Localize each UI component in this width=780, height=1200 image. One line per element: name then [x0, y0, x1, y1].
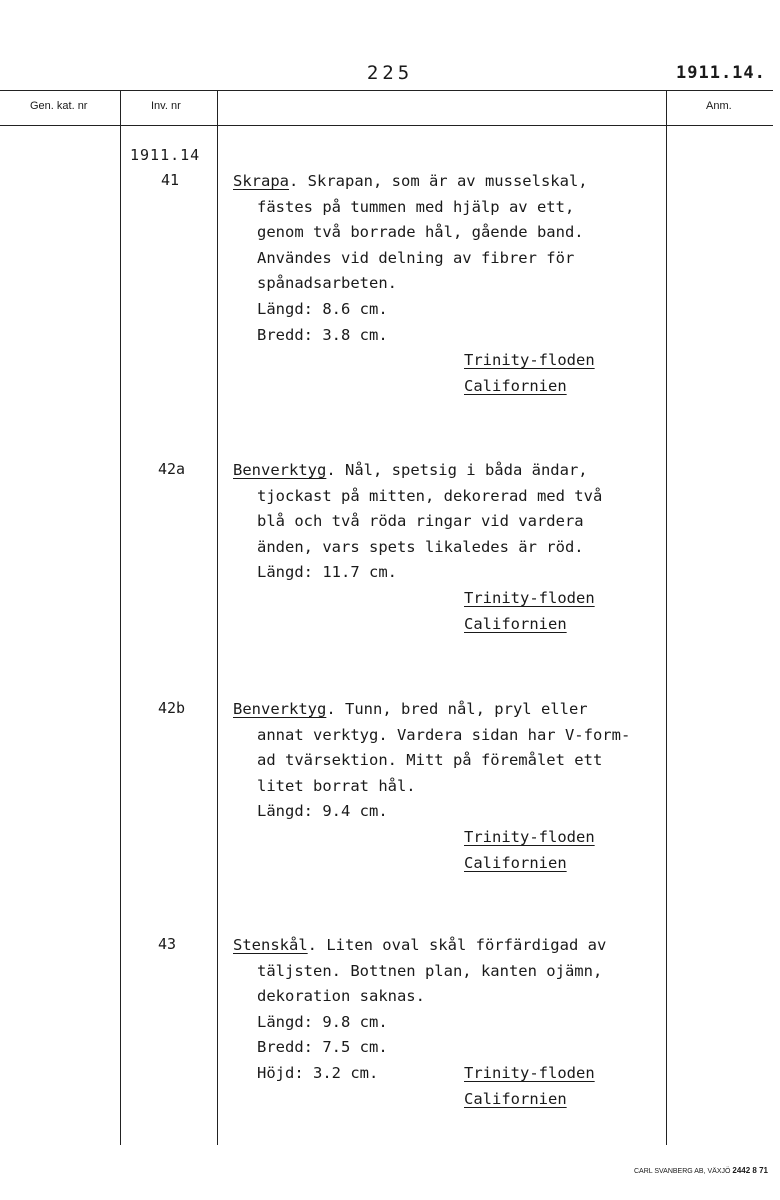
column-header-anm: Anm. — [706, 100, 732, 112]
entry-text: spånadsarbeten. — [257, 274, 397, 293]
entry-location: Trinity-floden — [464, 1063, 595, 1082]
column-header-inv: Inv. nr — [151, 100, 181, 112]
entry-text: . Nål, spetsig i båda ändar, — [326, 461, 588, 479]
entry-text: genom två borrade hål, gående band. — [257, 223, 584, 242]
catalog-entry — [233, 933, 673, 1112]
inv-number: 42b — [158, 699, 186, 717]
entry-line-with-location — [233, 1061, 673, 1087]
entry-location: Trinity-floden — [464, 351, 595, 370]
entry-measure: Längd: 9.4 cm. — [257, 802, 388, 821]
entry-text: . Skrapan, som är av musselskal, — [289, 172, 588, 190]
column-divider-inv — [120, 90, 121, 1145]
entry-text: . Liten oval skål förfärdigad av — [307, 936, 607, 954]
entry-text: änden, vars spets likaledes är röd. — [257, 537, 584, 556]
entry-location: Californien — [464, 376, 567, 395]
entry-measure: Bredd: 3.8 cm. — [257, 325, 388, 344]
entry-measure: Längd: 11.7 cm. — [257, 563, 397, 582]
entry-text: täljsten. Bottnen plan, kanten ojämn, — [257, 961, 603, 980]
entry-measure: Längd: 9.8 cm. — [257, 1012, 388, 1031]
entry-text: dekoration saknas. — [257, 987, 425, 1006]
entry-location: Trinity-floden — [464, 827, 595, 846]
year-label: 1911.14 — [130, 146, 201, 164]
header-bottom-rule — [0, 125, 773, 126]
catalog-entry — [233, 458, 673, 637]
entry-title: Skrapa — [233, 172, 289, 190]
entry-location: Californien — [464, 614, 567, 633]
entry-measure: Höjd: 3.2 cm. — [257, 1063, 379, 1082]
entry-location: Californien — [464, 853, 567, 872]
entry-location: Trinity-floden — [464, 588, 595, 607]
entry-title: Benverktyg — [233, 461, 327, 479]
page-date: 1911.14. — [676, 63, 766, 83]
printer-footer — [634, 1166, 768, 1175]
page-number: 225 — [366, 62, 414, 84]
entry-measure: Längd: 8.6 cm. — [257, 299, 388, 318]
catalog-entry — [233, 697, 673, 876]
form-code: 2442 8 71 — [732, 1166, 768, 1175]
printer-name: CARL SVANBERG AB, VÄXJÖ — [633, 1168, 731, 1175]
entry-text: Användes vid delning av fibrer för — [257, 248, 575, 267]
inv-number: 41 — [161, 171, 180, 189]
entry-text: blå och två röda ringar vid vardera — [257, 512, 584, 531]
entry-text: annat verktyg. Vardera sidan har V-form- — [257, 725, 631, 744]
entry-title: Benverktyg — [233, 700, 327, 718]
entry-text: fästes på tummen med hjälp av ett, — [257, 197, 575, 216]
header-top-rule — [0, 90, 773, 91]
entry-title: Stenskål — [233, 936, 308, 954]
column-divider-text — [217, 90, 218, 1145]
entry-text: ad tvärsektion. Mitt på föremålet ett — [257, 751, 603, 770]
inv-number: 42a — [158, 460, 186, 478]
column-header-gen-kat: Gen. kat. nr — [30, 100, 88, 112]
entry-location: Californien — [464, 1089, 567, 1108]
catalog-entry — [233, 169, 673, 399]
entry-measure: Bredd: 7.5 cm. — [257, 1038, 388, 1057]
inv-number: 43 — [158, 935, 177, 953]
entry-text: . Tunn, bred nål, pryl eller — [326, 700, 588, 718]
entry-text: litet borrat hål. — [257, 776, 416, 795]
entry-text: tjockast på mitten, dekorerad med två — [257, 486, 603, 505]
